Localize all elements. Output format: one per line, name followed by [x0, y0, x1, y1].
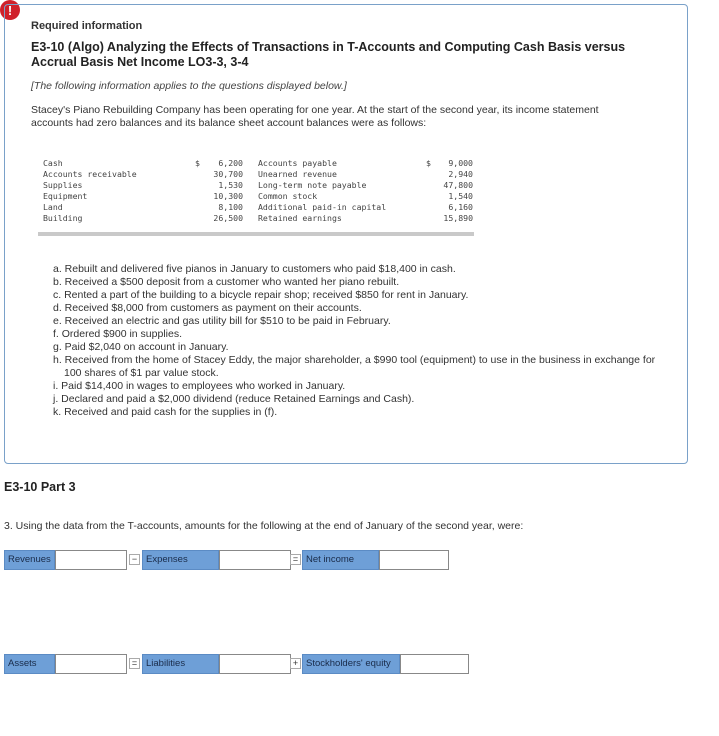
intro-text: Stacey's Piano Rebuilding Company has been operating for one year. At the start of the second year, its income statement accounts had zero balances and its balance sheet account balances were as follows:: [31, 104, 599, 129]
dollar-sign: $: [195, 158, 200, 168]
asset-value: 10,300: [213, 191, 243, 202]
expenses-input[interactable]: [219, 550, 291, 570]
stockholders-equity-label: Stockholders' equity: [302, 654, 400, 674]
asset-value: 8,100: [218, 202, 243, 213]
liability-value: 9,000: [448, 158, 473, 168]
liability-value: 1,540: [448, 191, 473, 202]
equals-sign: =: [129, 658, 140, 669]
transaction-item: j. Declared and paid a $2,000 dividend (reduce Retained Earnings and Cash).: [53, 393, 415, 405]
balance-equation-row: [4, 654, 469, 674]
asset-name: Building: [43, 213, 83, 224]
liabilities-label: Liabilities: [142, 654, 219, 674]
transaction-item: c. Rented a part of the building to a bicycle repair shop; received $850 for rent in January.: [53, 289, 469, 301]
liability-name: Accounts payable: [258, 158, 337, 168]
plus-sign: +: [290, 658, 301, 669]
transaction-item: a. Rebuilt and delivered five pianos in January to customers who paid $18,400 in cash.: [53, 263, 456, 275]
transaction-item: g. Paid $2,040 on account in January.: [53, 341, 229, 353]
asset-name: Accounts receivable: [43, 169, 137, 180]
part-title: E3-10 Part 3: [4, 480, 76, 494]
liability-value: 6,160: [448, 202, 473, 213]
transaction-item: h. Received from the home of Stacey Eddy, the major shareholder, a $990 tool (equipment) to use in the business in exchange for 100 shares of $1 par value stock.: [53, 354, 656, 379]
assets-label: Assets: [4, 654, 55, 674]
revenues-label: Revenues: [4, 550, 55, 570]
transaction-list: [53, 263, 663, 419]
minus-sign: −: [129, 554, 140, 565]
net-income-label: Net income: [302, 550, 379, 570]
dollar-sign: $: [426, 158, 431, 168]
asset-name: Cash: [43, 158, 63, 168]
liabilities-input[interactable]: [219, 654, 291, 674]
transaction-item: e. Received an electric and gas utility bill for $510 to be paid in February.: [53, 315, 391, 327]
asset-name: Supplies: [43, 180, 83, 191]
liability-value: 15,890: [443, 213, 473, 224]
asset-values: [203, 158, 243, 225]
question-text: 3. Using the data from the T-accounts, amounts for the following at the end of January of the second year, were:: [4, 520, 524, 532]
revenues-input[interactable]: [55, 550, 127, 570]
liability-name: Unearned revenue: [258, 169, 337, 180]
liability-name: Additional paid-in capital: [258, 202, 387, 213]
liability-name: Long-term note payable: [258, 180, 367, 191]
transaction-item: k. Received and paid cash for the supplies in (f).: [53, 406, 278, 418]
transaction-item: f. Ordered $900 in supplies.: [53, 328, 182, 340]
info-note: [The following information applies to the questions displayed below.]: [31, 80, 347, 92]
asset-names: [43, 158, 137, 225]
alert-icon: !: [0, 0, 20, 20]
asset-name: Equipment: [43, 191, 88, 202]
liability-name: Retained earnings: [258, 213, 342, 224]
liability-value: 2,940: [448, 169, 473, 180]
liability-equity-names: [258, 158, 386, 225]
transaction-item: d. Received $8,000 from customers as payment on their accounts.: [53, 302, 362, 314]
liability-name: Common stock: [258, 191, 318, 202]
required-info-heading: Required information: [31, 20, 143, 32]
assets-input[interactable]: [55, 654, 127, 674]
liability-equity-values: [433, 158, 473, 225]
transaction-item: i. Paid $14,400 in wages to employees who worked in January.: [53, 380, 346, 392]
asset-value: 1,530: [218, 180, 243, 191]
equals-sign: =: [290, 554, 301, 565]
asset-name: Land: [43, 202, 63, 213]
balance-table: [38, 152, 474, 236]
problem-title: E3-10 (Algo) Analyzing the Effects of Transactions in T-Accounts and Computing Cash Basis versus Accrual Basis Net Income LO3-3, 3-4: [31, 40, 626, 69]
liability-value: 47,800: [443, 180, 473, 191]
expenses-label: Expenses: [142, 550, 219, 570]
stockholders-equity-input[interactable]: [400, 654, 469, 674]
asset-value: 26,500: [213, 213, 243, 224]
net-income-input[interactable]: [379, 550, 449, 570]
asset-value: 30,700: [213, 169, 243, 180]
asset-value: 6,200: [218, 158, 243, 168]
transaction-item: b. Received a $500 deposit from a customer who wanted her piano rebuilt.: [53, 276, 400, 288]
income-equation-row: [4, 550, 449, 570]
